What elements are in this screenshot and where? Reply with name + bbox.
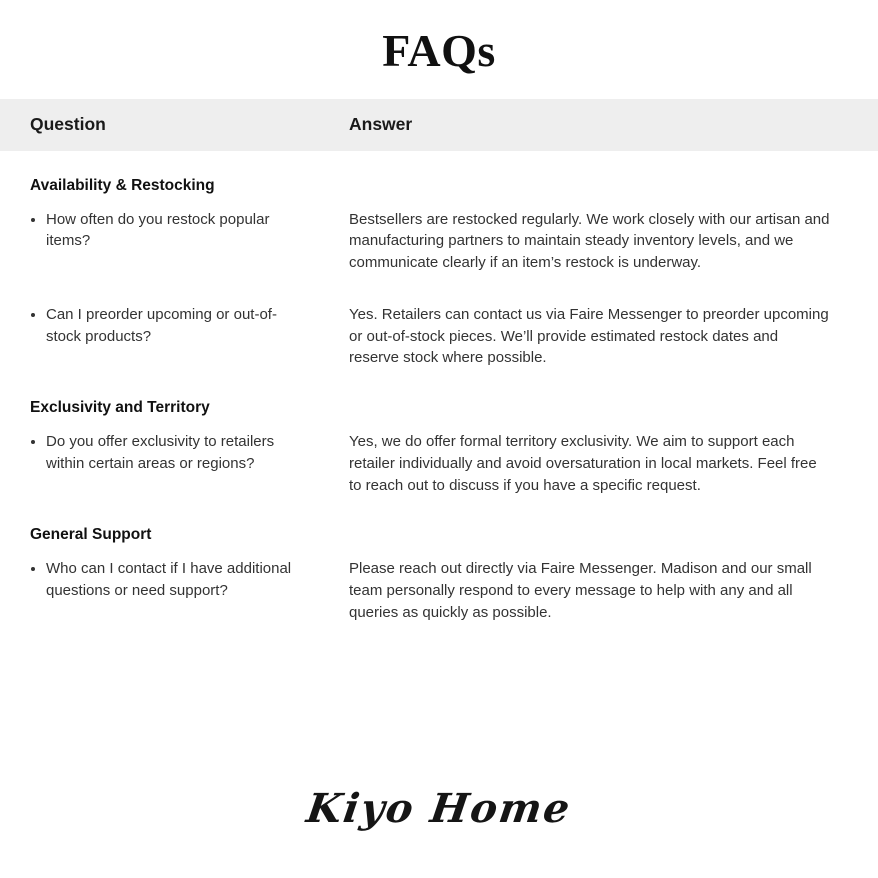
section-heading-availability: Availability & Restocking bbox=[30, 176, 215, 194]
answer-column-header: Answer bbox=[349, 114, 413, 135]
answer-text: Please reach out directly via Faire Messenger. Madison and our small team personally respond to every message to help with any and all queries as quickly as possible. bbox=[349, 560, 812, 621]
section-heading-exclusivity: Exclusivity and Territory bbox=[30, 399, 210, 417]
question-list bbox=[30, 209, 349, 253]
question-text: • Do you offer exclusivity to retailers within certain areas or regions? bbox=[46, 431, 349, 475]
answer-text: Yes. Retailers can contact us via Faire Messenger to preorder upcoming or out-of-stock pieces. We’ll provide estimated restock dates and reserve stock where possible. bbox=[349, 305, 829, 367]
question-list bbox=[30, 558, 349, 602]
question-cell bbox=[30, 304, 349, 369]
question-text: • How often do you restock popular items? bbox=[46, 209, 349, 253]
faq-row bbox=[30, 209, 830, 274]
faq-row bbox=[30, 431, 830, 496]
answer-text: Yes, we do offer formal territory exclusivity. We aim to support each retailer individually and avoid oversaturation in local markets. Feel free to reach out to discuss if you have a specific request. bbox=[349, 433, 817, 494]
faq-row bbox=[30, 558, 830, 623]
answer-text: Bestsellers are restocked regularly. We work closely with our artisan and manufacturing partners to maintain steady inventory levels, and we communicate clearly if an item’s restock is underway. bbox=[349, 210, 830, 272]
question-text: • Can I preorder upcoming or out-of-stock products? bbox=[46, 304, 349, 348]
faq-content bbox=[0, 177, 878, 624]
section-heading-general-support: General Support bbox=[30, 526, 152, 544]
question-cell bbox=[30, 431, 349, 496]
question-list bbox=[30, 304, 349, 348]
question-text: • Who can I contact if I have additional questions or need support? bbox=[46, 558, 349, 602]
question-column-header: Question bbox=[30, 114, 106, 135]
question-cell bbox=[30, 209, 349, 274]
brand-logo bbox=[0, 785, 878, 832]
faq-row bbox=[30, 304, 830, 369]
table-header-band bbox=[0, 99, 878, 151]
question-list bbox=[30, 431, 349, 475]
brand-name: Kiyo Home bbox=[303, 785, 575, 832]
page-title: FAQs bbox=[382, 25, 496, 76]
question-cell bbox=[30, 558, 349, 623]
